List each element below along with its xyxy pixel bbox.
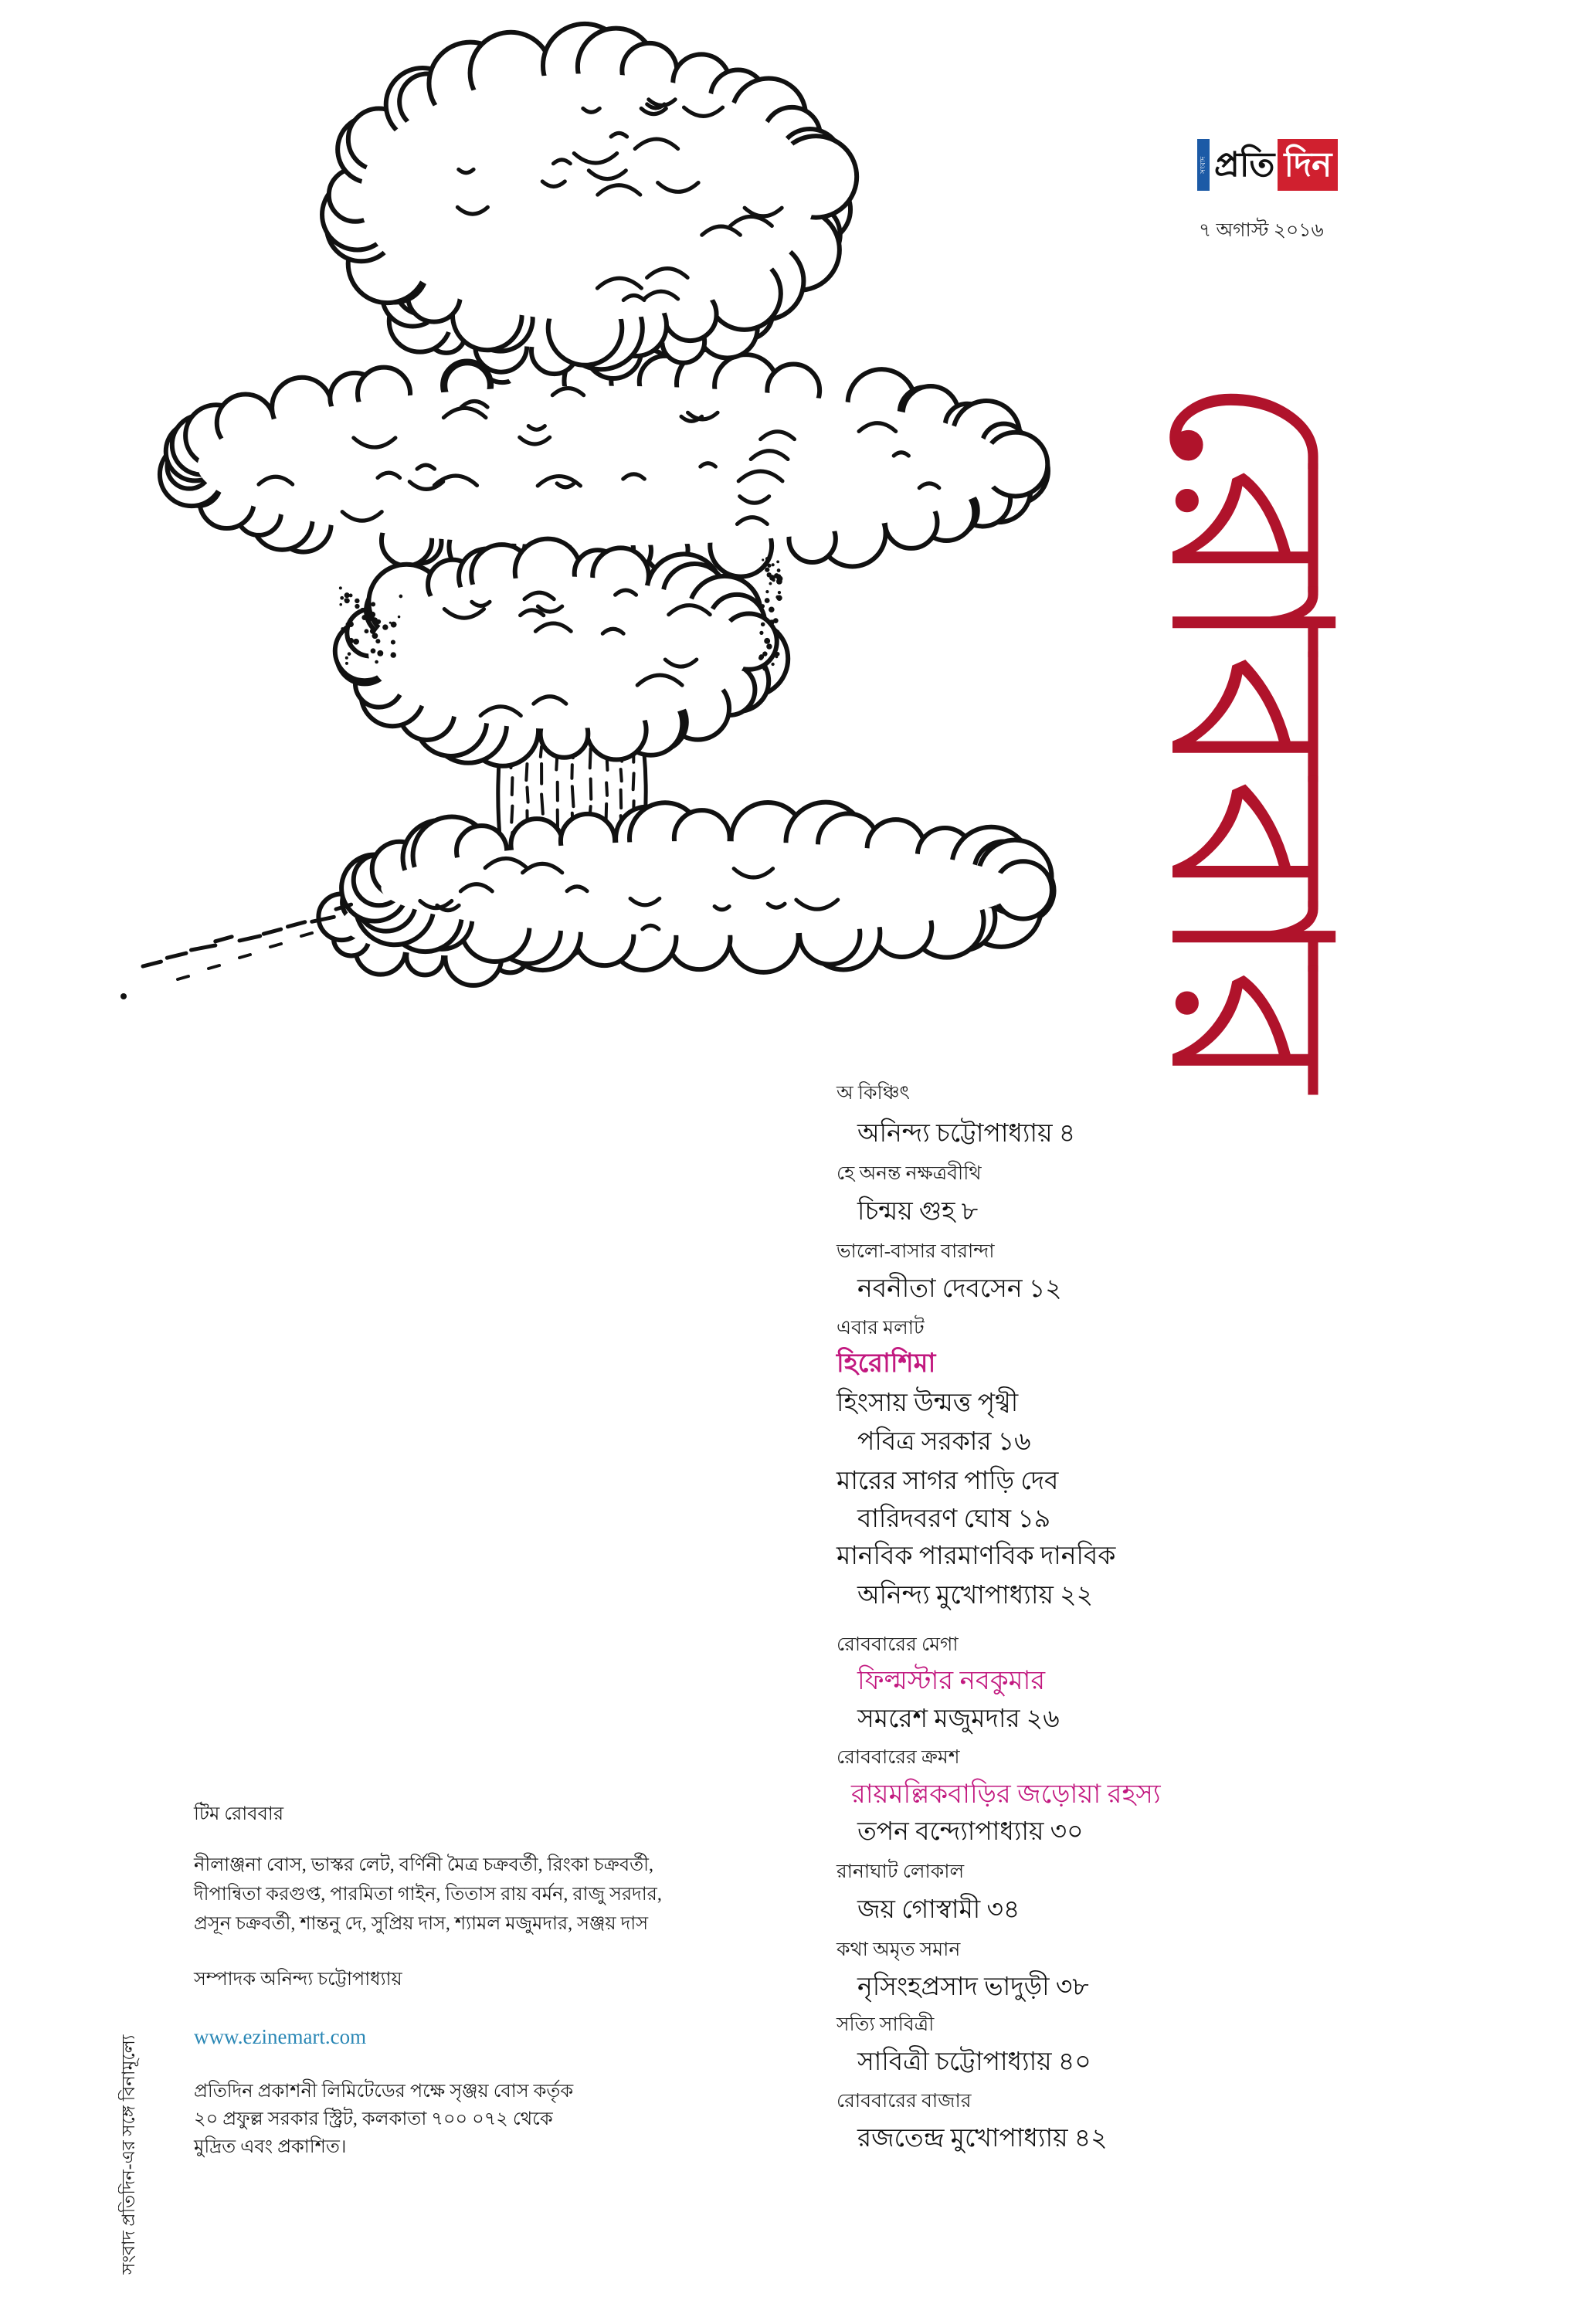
section-author: তপন বন্দ্যোপাধ্যায় ৩০ <box>857 1818 1084 1846</box>
logo-din-text: দিন <box>1278 139 1338 191</box>
free-supplement-note: সংবাদ প্রতিদিন-এর সঙ্গে বিনামূল্যে <box>119 2034 138 2275</box>
section-author: নবনীতা দেবসেন ১২ <box>857 1275 1062 1303</box>
section-label: রোববারের মেগা <box>837 1634 959 1655</box>
article-title: মারের সাগর পাড়ি দেব <box>837 1467 1059 1495</box>
section-author: রজতেন্দ্র মুখোপাধ্যায় ৪২ <box>857 2125 1108 2153</box>
logo-prati-text: প্রতি <box>1214 145 1275 185</box>
credits-block <box>194 1800 812 2161</box>
magazine-title: রোববার <box>1124 375 1372 1092</box>
article-title: হিংসায় উন্মত্ত পৃথ্বী <box>837 1389 1019 1417</box>
section-author: সাবিত্রী চট্টোপাধ্যায় ৪০ <box>857 2048 1091 2076</box>
pratidin-logo <box>1197 139 1338 191</box>
section-highlight: রায়মল্লিকবাড়ির জড়োয়া রহস্য <box>851 1780 1161 1809</box>
team-members-line: নীলাঞ্জনা বোস, ভাস্কর লেট, বর্ণিনী মৈত্র চক্রবর্তী, রিংকা চক্রবর্তী, <box>194 1855 654 1875</box>
section-label: এবার মলাট <box>837 1318 925 1338</box>
section-label: হে অনন্ত নক্ষত্রবীথি <box>837 1163 982 1184</box>
section-author: নৃসিংহপ্রসাদ ভাদুড়ী ৩৮ <box>857 1973 1089 2001</box>
section-label: রোববারের বাজার <box>837 2091 972 2112</box>
section-author: জয় গোস্বামী ৩৪ <box>857 1896 1020 1924</box>
article-title: মানবিক পারমাণবিক দানবিক <box>837 1542 1116 1570</box>
cover-story-title: হিরোশিমা <box>837 1349 936 1378</box>
publisher-line: প্রতিদিন প্রকাশনী লিমিটেডের পক্ষে সৃঞ্জয় বোস কর্তৃক <box>194 2081 574 2102</box>
section-author: অনিন্দ্য চট্টোপাধ্যায় ৪ <box>857 1120 1076 1148</box>
article-author: পবিত্র সরকার ১৬ <box>857 1428 1031 1456</box>
publisher-line: ২০ প্রফুল্ল সরকার স্ট্রিট, কলকাতা ৭০০ ০৭২ থেকে <box>194 2109 553 2129</box>
section-label: রানাঘাট লোকাল <box>837 1861 965 1882</box>
publisher-imprint <box>194 2078 812 2161</box>
section-highlight: ফিল্মস্টার নবকুমার <box>857 1667 1046 1695</box>
section-label: সত্যি সাবিত্রী <box>837 2014 935 2035</box>
team-members-line: প্রসূন চক্রবর্তী, শান্তনু দে, সুপ্রিয় দাস, শ্যামল মজুমদার, সঞ্জয় দাস <box>194 1914 649 1934</box>
logo-sangbad-strip: সংবাদ <box>1197 139 1210 191</box>
section-label: কথা অমৃত সমান <box>837 1939 961 1960</box>
section-label: অ কিঞ্চিৎ <box>837 1083 910 1104</box>
article-author: অনিন্দ্য মুখোপাধ্যায় ২২ <box>857 1582 1094 1610</box>
section-author: সমরেশ মজুমদার ২৬ <box>857 1705 1060 1733</box>
article-author: বারিদবরণ ঘোষ ১৯ <box>857 1505 1051 1533</box>
section-author: চিন্ময় গুহ ৮ <box>857 1198 979 1226</box>
editor-credit: সম্পাদক অনিন্দ্য চট্টোপাধ্যায় <box>194 1969 402 1990</box>
section-label: ভালো-বাসার বারান্দা <box>837 1241 995 1262</box>
issue-date: ৭ অগাস্ট ২০১৬ <box>1199 220 1324 241</box>
mushroom-cloud-illustration <box>0 0 1097 1020</box>
team-members-line: দীপান্বিতা করগুপ্ত, পারমিতা গাইন, তিতাস রায় বর্মন, রাজু সরদার, <box>194 1885 662 1905</box>
team-heading: টিম রোববার <box>194 1804 284 1824</box>
section-label: রোববারের ক্রমশ <box>837 1747 960 1768</box>
website-url: www.ezinemart.com <box>194 2025 367 2048</box>
publisher-line: মুদ্রিত এবং প্রকাশিত। <box>194 2137 347 2157</box>
